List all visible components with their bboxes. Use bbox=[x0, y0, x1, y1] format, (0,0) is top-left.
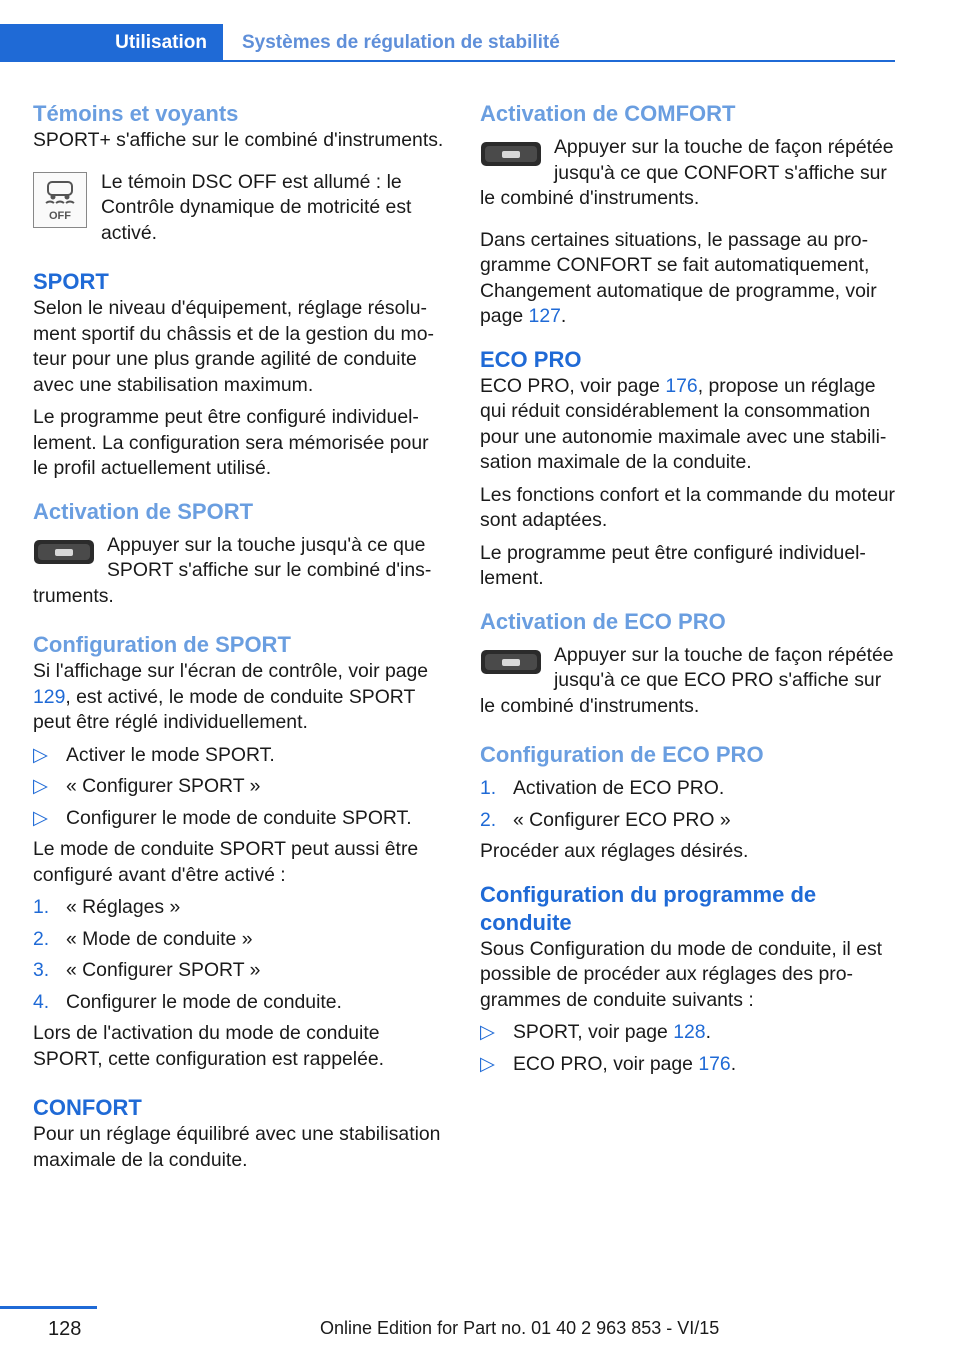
page-link-127[interactable]: 127 bbox=[528, 305, 561, 327]
heading-confort: CONFORT bbox=[33, 1095, 142, 1120]
driving-experience-button-icon bbox=[480, 139, 542, 177]
list-item: 1. Activation de ECO PRO. bbox=[480, 777, 725, 799]
configuration-sport-text: Si l'affichage sur l'écran de contrôle, voir page 129, est activé, le mode de conduite SPORT peut être réglé individuellement. bbox=[33, 660, 429, 733]
list-item: 2. « Configurer ECO PRO » bbox=[480, 808, 731, 831]
page-header bbox=[0, 0, 895, 62]
heading-temoins: Témoins et voyants bbox=[33, 101, 239, 126]
triangle-bullet-icon: ▷ bbox=[480, 1021, 495, 1043]
page-number: 128 bbox=[48, 1318, 82, 1340]
header-rule bbox=[223, 60, 895, 62]
sport-config-steps bbox=[33, 895, 448, 1015]
programme-list bbox=[480, 1020, 895, 1077]
eco-pro-paragraph-1: ECO PRO, voir page 176, propose un réglage qui réduit considérablement la consommation pour une autonomie maximale avec une stabilisation maximale de la conduite. bbox=[480, 374, 887, 473]
section-tab-label: Systèmes de régulation de stabilité bbox=[242, 32, 560, 53]
activation-eco-pro-text: Appuyer sur la touche de façon répétée jusqu'à ce que ECO PRO s'affiche sur le combiné d'instruments. bbox=[480, 643, 894, 717]
page-link-129[interactable]: 129 bbox=[33, 685, 66, 708]
configuration-sport-text-3: Lors de l'activation du mode de conduite SPORT, cette configuration est rappelée. bbox=[33, 1022, 385, 1070]
page-link-128[interactable]: 128 bbox=[673, 1021, 706, 1043]
heading-activation-sport: Activation de SPORT bbox=[33, 498, 254, 524]
right-column bbox=[480, 100, 895, 1083]
edition-footer: Online Edition for Part no. 01 40 2 963 853 - VI/15 bbox=[320, 1318, 720, 1338]
eco-pro-paragraph-2: Les fonctions confort et la commande du moteur sont adaptées. bbox=[480, 483, 895, 531]
dsc-off-text: Le témoin DSC OFF est allumé : le Contrôle dynamique de motricité est activé. bbox=[101, 170, 412, 244]
comfort-auto-text: Dans certaines situations, le passage au programme CONFORT se fait automatiquement, Changement automatique de programme, voir page 127. bbox=[480, 228, 877, 327]
sport-paragraph-2: Le programme peut être configuré individuellement. La configuration sera mémorisée pour le profil actuellement utilisé. bbox=[33, 406, 429, 479]
triangle-bullet-icon: ▷ bbox=[33, 775, 48, 797]
list-item: ▷ « Configurer SPORT » bbox=[33, 774, 448, 800]
sport-steps-list bbox=[33, 743, 448, 832]
list-item: 4. Configurer le mode de conduite. bbox=[33, 990, 342, 1013]
list-item: ▷ ECO PRO, voir page 176. bbox=[480, 1052, 895, 1078]
triangle-bullet-icon: ▷ bbox=[480, 1052, 495, 1075]
heading-sport: SPORT bbox=[33, 269, 109, 294]
list-item: 1. « Réglages » bbox=[33, 896, 181, 918]
list-item: ▷ SPORT, voir page 128. bbox=[480, 1020, 895, 1046]
heading-configuration-sport: Configuration de SPORT bbox=[33, 632, 291, 657]
list-item: ▷ Activer le mode SPORT. bbox=[33, 743, 448, 769]
confort-text: Pour un réglage équilibré avec une stabilisation maximale de la conduite. bbox=[33, 1123, 441, 1171]
list-item: 3. « Configurer SPORT » bbox=[33, 959, 261, 981]
configuration-sport-text-2: Le mode de conduite SPORT peut aussi être configuré avant d'être activé : bbox=[33, 838, 419, 886]
footer-rule bbox=[0, 1306, 97, 1309]
list-item: 2. « Mode de conduite » bbox=[33, 927, 253, 950]
activation-sport-text: Appuyer sur la touche jusqu'à ce que SPORT s'affiche sur le combiné d'instruments. bbox=[33, 533, 432, 607]
triangle-bullet-icon: ▷ bbox=[33, 806, 48, 829]
left-column bbox=[33, 100, 448, 1173]
triangle-bullet-icon: ▷ bbox=[33, 743, 48, 766]
heading-activation-comfort: Activation de COMFORT bbox=[480, 101, 736, 126]
heading-configuration-programme: Configuration du programme de conduite bbox=[480, 881, 817, 935]
sport-paragraph-1: Selon le niveau d'équipement, réglage résolument sportif du châssis et de la gestion du moteur pour une plus grande agilité de conduite avec une stabilisation maximum. bbox=[33, 297, 434, 396]
activation-comfort-text: Appuyer sur la touche de façon répétée jusqu'à ce que CONFORT s'affiche sur le combiné d'instruments. bbox=[480, 136, 894, 209]
chapter-tab-label: Utilisation bbox=[115, 32, 207, 53]
driving-experience-button-icon bbox=[33, 537, 95, 575]
chapter-tab bbox=[0, 24, 223, 62]
driving-experience-button-icon bbox=[480, 647, 542, 685]
svg-text:OFF: OFF bbox=[49, 209, 71, 222]
eco-pro-config-steps bbox=[480, 776, 895, 833]
section-tab bbox=[242, 24, 560, 62]
page-link-176[interactable]: 176 bbox=[698, 1052, 731, 1075]
temoins-text: SPORT+ s'affiche sur le combiné d'instruments. bbox=[33, 129, 444, 151]
dsc-off-row bbox=[33, 170, 448, 247]
heading-eco-pro: ECO PRO bbox=[480, 346, 582, 372]
dsc-off-icon bbox=[33, 172, 87, 228]
list-item: ▷ Configurer le mode de conduite SPORT. bbox=[33, 806, 448, 832]
eco-pro-after-text: Procéder aux réglages désirés. bbox=[480, 840, 749, 862]
heading-activation-eco-pro: Activation de ECO PRO bbox=[480, 608, 726, 634]
configuration-programme-text: Sous Configuration du mode de conduite, il est possible de procéder aux réglages des programmes de conduite suivants : bbox=[480, 937, 883, 1011]
page-link-176[interactable]: 176 bbox=[665, 374, 698, 397]
heading-configuration-eco-pro: Configuration de ECO PRO bbox=[480, 742, 764, 767]
eco-pro-paragraph-3: Le programme peut être configuré individuellement. bbox=[480, 541, 866, 589]
